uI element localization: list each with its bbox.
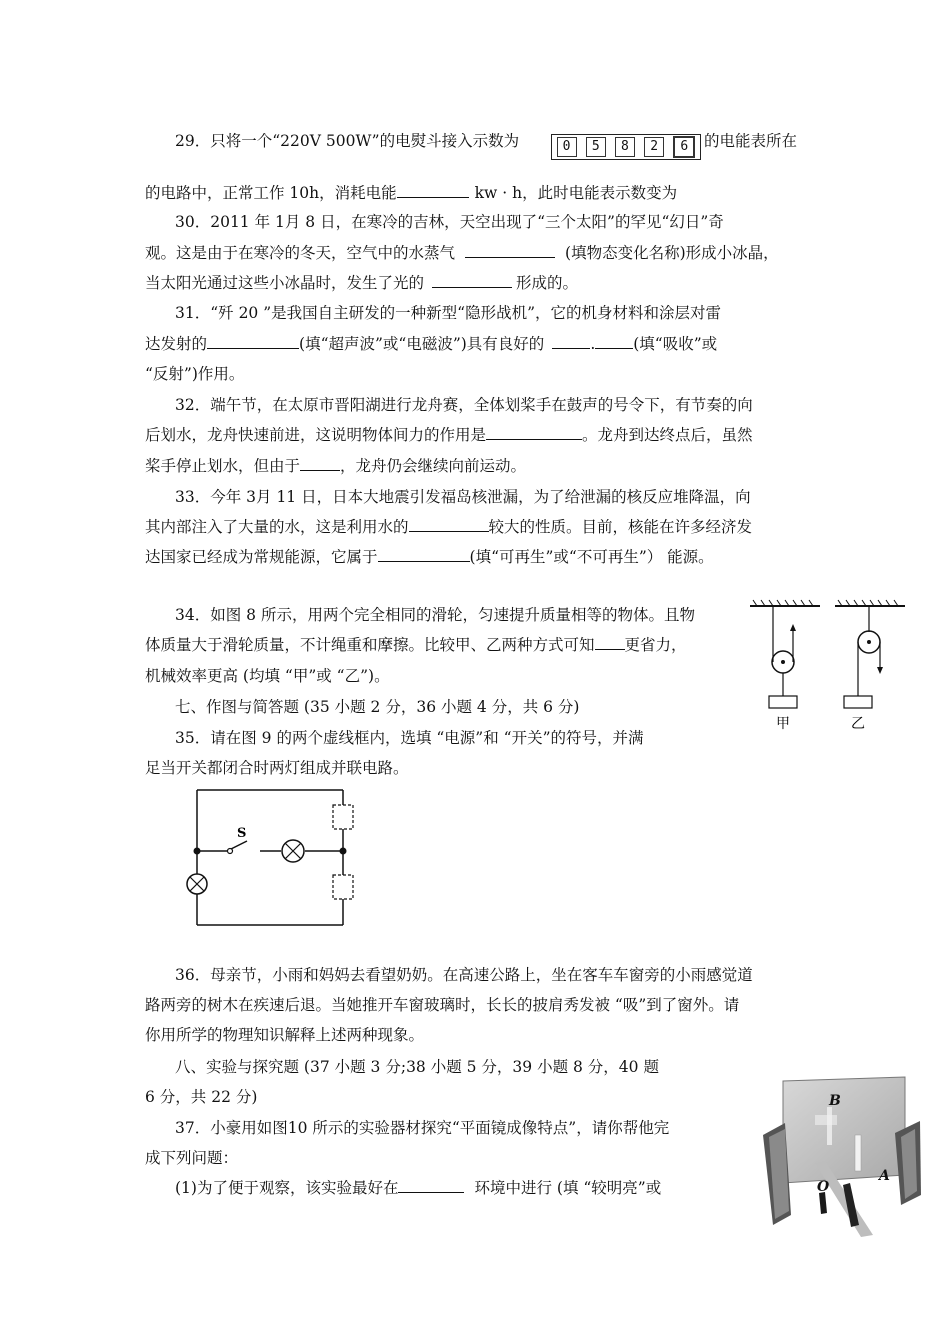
meter-digit-decimal: 6 — [673, 136, 695, 158]
figure-label-yi: 乙 — [851, 716, 865, 732]
dashed-box-top[interactable] — [333, 805, 353, 829]
section-7-heading: 七、作图与简答题 (35 小题 2 分，36 小题 4 分，共 6 分) — [175, 698, 580, 716]
q32-line1: 32．端午节，在太原市晋阳湖进行龙舟赛，全体划桨手在鼓声的号令下，有节奏的向 — [175, 396, 753, 414]
answer-blank[interactable] — [207, 334, 299, 349]
q31-line2: 达发射的 (填“超声波”或“电磁波”)具有良好的 . (填“吸收”或 — [145, 335, 718, 353]
q33-line3: 达国家已经成为常规能源，它属于 (填“可再生”或“不可再生”） 能源。 — [145, 548, 714, 566]
meter-digit: 2 — [644, 137, 664, 157]
lamp-icon — [187, 874, 207, 894]
dashed-box-bottom[interactable] — [333, 875, 353, 899]
meter-digit: 0 — [557, 137, 577, 157]
q36-line1: 36．母亲节，小雨和妈妈去看望奶奶。在高速公路上，坐在客车车窗旁的小雨感觉道 — [175, 966, 753, 984]
lamp-icon — [282, 840, 304, 862]
answer-blank[interactable] — [378, 547, 470, 562]
q29-line2: 的电路中，正常工作 10h，消耗电能 kw · h，此时电能表示数变为 — [145, 184, 678, 202]
pulley-jia — [750, 600, 820, 732]
answer-blank[interactable] — [409, 517, 489, 532]
q32-line2: 后划水，龙舟快速前进，这说明物体间力的作用是 。龙舟到达终点后，虽然 — [145, 426, 753, 444]
meter-digit: 5 — [586, 137, 606, 157]
q29-line1: 29．只将一个“220V 500W”的电熨斗接入示数为 — [175, 132, 520, 150]
label-b: B — [829, 1093, 841, 1109]
answer-blank[interactable] — [552, 334, 590, 349]
energy-meter-display — [551, 134, 701, 160]
q30-line1: 30．2011 年 1月 8 日，在寒冷的吉林，天空出现了“三个太阳”的罕见“幻日”奇 — [175, 213, 724, 231]
answer-blank[interactable] — [465, 243, 555, 258]
answer-blank[interactable] — [398, 1178, 464, 1193]
q32-line3: 桨手停止划水，但由于 ，龙舟仍会继续向前运动。 — [145, 457, 527, 475]
q34-line3: 机械效率更高 (均填 “甲”或 “乙”)。 — [145, 667, 390, 685]
circuit-figure — [185, 785, 360, 935]
q33-line1: 33．今年 3月 11 日，日本大地震引发福岛核泄漏，为了给泄漏的核反应堆降温，向 — [175, 488, 751, 506]
section-8-heading-line1: 八、实验与探究题 (37 小题 3 分;38 小题 5 分，39 小题 8 分，40 题 — [175, 1058, 659, 1076]
q35-line1: 35．请在图 9 的两个虚线框内，选填 “电源”和 “开关”的符号，并满 — [175, 729, 644, 747]
switch-label: S — [237, 826, 247, 841]
pulley-yi — [835, 600, 905, 732]
meter-digit: 8 — [615, 137, 635, 157]
q29-line1-tail: 的电能表所在 — [704, 132, 798, 150]
answer-blank[interactable] — [300, 456, 340, 471]
pulley-figure — [745, 598, 925, 738]
q36-line2: 路两旁的树木在疾速后退。当她推开车窗玻璃时，长长的披肩秀发被 “吸”到了窗外。请 — [145, 996, 740, 1014]
answer-blank[interactable] — [595, 635, 625, 650]
q30-line3: 当太阳光通过这些小冰晶时，发生了光的 形成的。 — [145, 274, 579, 292]
q34-line1: 34．如图 8 所示，用两个完全相同的滑轮，匀速提升质量相等的物体。且物 — [175, 606, 695, 624]
plane-mirror-photo — [755, 1075, 927, 1240]
q37-line3: (1)为了便于观察，该实验最好在 环境中进行 (填 “较明亮”或 — [175, 1179, 662, 1197]
figure-label-jia: 甲 — [776, 716, 790, 732]
q34-line2: 体质量大于滑轮质量，不计绳重和摩擦。比较甲、乙两种方式可知 更省力， — [145, 636, 687, 654]
q35-line2: 足当开关都闭合时两灯组成并联电路。 — [145, 759, 409, 777]
answer-blank[interactable] — [486, 425, 582, 440]
answer-blank[interactable] — [432, 273, 512, 288]
q36-line3: 你用所学的物理知识解释上述两种现象。 — [145, 1026, 425, 1044]
q31-line1: 31．“歼 20 ”是我国自主研发的一种新型“隐形战机”，它的机身材料和涂层对雷 — [175, 304, 721, 322]
q30-line2: 观。这是由于在寒冷的冬天，空气中的水蒸气 (填物态变化名称)形成小冰晶， — [145, 244, 779, 262]
answer-blank[interactable] — [397, 183, 469, 198]
q31-line3: “反射”)作用。 — [145, 365, 245, 383]
q33-line2: 其内部注入了大量的水，这是利用水的 较大的性质。目前，核能在许多经济发 — [145, 518, 753, 536]
answer-blank[interactable] — [595, 334, 633, 349]
label-o: O — [817, 1179, 830, 1195]
section-8-heading-line2: 6 分，共 22 分) — [145, 1088, 258, 1106]
label-a: A — [879, 1168, 890, 1184]
q37-line1: 37．小豪用如图10 所示的实验器材探究“平面镜成像特点”，请你帮他完 — [175, 1119, 670, 1137]
q37-line2: 成下列问题： — [145, 1149, 239, 1167]
